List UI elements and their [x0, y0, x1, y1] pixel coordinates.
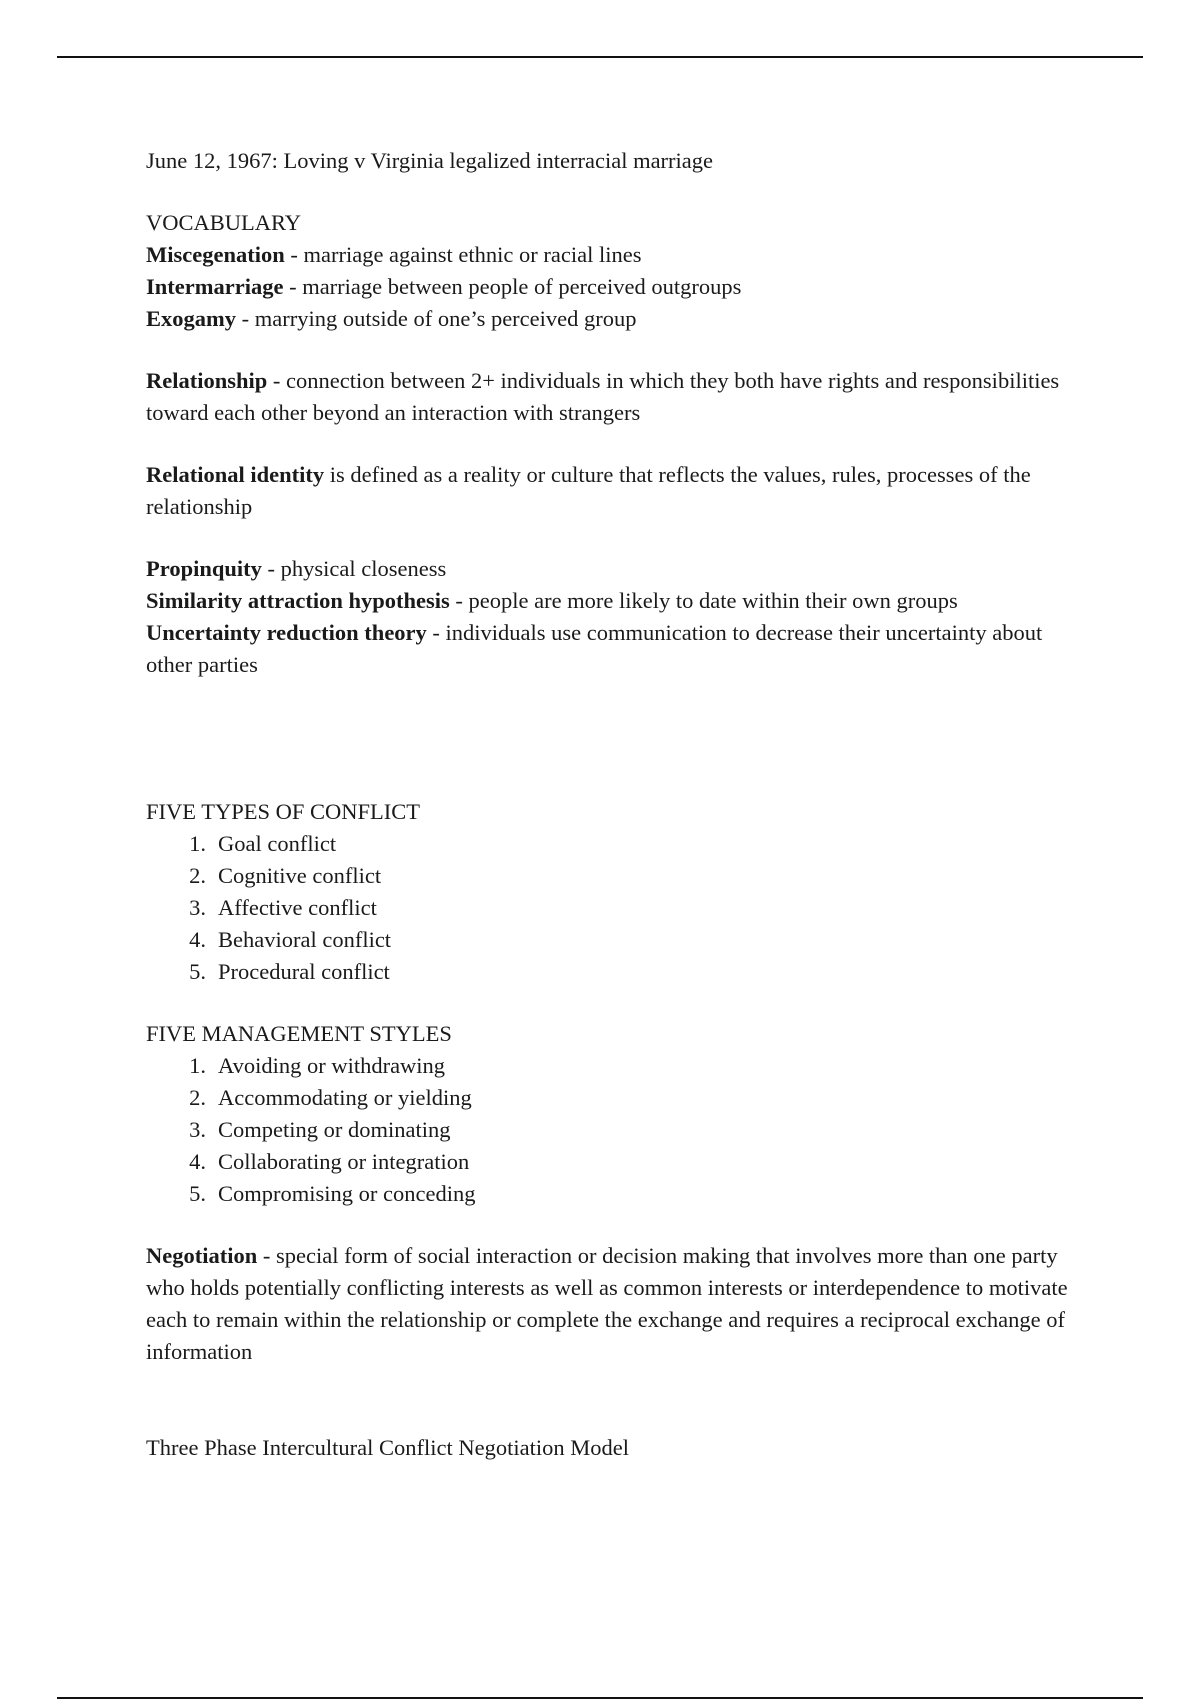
attraction-entry-propinquity — [146, 553, 1086, 585]
relational-identity-entry — [146, 459, 1086, 523]
list-number: 1. — [189, 1053, 206, 1078]
negotiation-term: Negotiation — [146, 1243, 258, 1268]
attraction-entry-similarity — [146, 585, 1086, 617]
intro-line: June 12, 1967: Loving v Virginia legalized interracial marriage — [146, 148, 714, 173]
vocab-definition: - marrying outside of one’s perceived group — [236, 306, 637, 331]
header-rule — [57, 56, 1143, 58]
spacer — [146, 429, 1086, 459]
relationship-definition: - connection between 2+ individuals in which they both have rights and responsibilities toward each other beyond an interaction with strangers — [146, 368, 1060, 425]
list-number: 3. — [189, 1117, 206, 1142]
spacer — [146, 988, 1086, 1018]
list-number: 2. — [189, 863, 206, 888]
vocab-entry-intermarriage — [146, 271, 1086, 303]
list-item — [146, 956, 1086, 988]
relational-identity-definition: is defined as a reality or culture that reflects the values, rules, processes of the relationship — [146, 462, 1031, 519]
list-text: Cognitive conflict — [218, 863, 382, 888]
relationship-entry — [146, 365, 1086, 429]
model-title: Three Phase Intercultural Conflict Negotiation Model — [146, 1435, 629, 1460]
attraction-definition: - people are more likely to date within their own groups — [449, 588, 958, 613]
attraction-term: Uncertainty reduction theory — [146, 620, 427, 645]
list-item — [146, 1114, 1086, 1146]
list-number: 5. — [189, 959, 206, 984]
spacer — [146, 523, 1086, 553]
list-text: Avoiding or withdrawing — [218, 1053, 446, 1078]
list-number: 2. — [189, 1085, 206, 1110]
vocab-term: Intermarriage — [146, 274, 284, 299]
negotiation-entry — [146, 1240, 1086, 1368]
list-text: Affective conflict — [218, 895, 377, 920]
spacer — [146, 1210, 1086, 1240]
list-item — [146, 892, 1086, 924]
attraction-entry-uncertainty — [146, 617, 1086, 681]
attraction-definition: - individuals use communication to decrease their uncertainty about other parties — [146, 620, 1043, 677]
conflict-types-heading: FIVE TYPES OF CONFLICT — [146, 799, 420, 824]
management-styles-heading: FIVE MANAGEMENT STYLES — [146, 1021, 452, 1046]
conflict-types-list — [146, 828, 1086, 988]
attraction-definition: - physical closeness — [261, 556, 447, 581]
negotiation-definition: - special form of social interaction or decision making that involves more than one party who holds potentially conflicting interests as well as common interests or interdependence to motivate each to remain within the relationship or complete the exchange and requires a reciprocal exchange of information — [146, 1243, 1068, 1364]
list-text: Procedural conflict — [218, 959, 390, 984]
spacer — [146, 681, 1086, 796]
list-text: Collaborating or integration — [218, 1149, 470, 1174]
management-styles-list — [146, 1050, 1086, 1210]
spacer — [146, 177, 1086, 207]
list-item — [146, 1082, 1086, 1114]
list-text: Goal conflict — [218, 831, 337, 856]
vocab-term: Miscegenation — [146, 242, 285, 267]
list-item — [146, 1050, 1086, 1082]
list-item — [146, 828, 1086, 860]
attraction-term: Propinquity — [146, 556, 262, 581]
list-number: 4. — [189, 927, 206, 952]
list-item — [146, 860, 1086, 892]
vocabulary-heading: VOCABULARY — [146, 210, 302, 235]
vocab-entry-miscegenation — [146, 239, 1086, 271]
footer-rule — [57, 1697, 1143, 1699]
vocab-definition: - marriage against ethnic or racial lines — [284, 242, 642, 267]
list-number: 5. — [189, 1181, 206, 1206]
attraction-term: Similarity attraction hypothesis — [146, 588, 450, 613]
list-text: Accommodating or yielding — [218, 1085, 472, 1110]
list-text: Behavioral conflict — [218, 927, 392, 952]
list-number: 3. — [189, 895, 206, 920]
list-text: Compromising or conceding — [218, 1181, 476, 1206]
vocab-term: Exogamy — [146, 306, 236, 331]
relational-identity-term: Relational identity — [146, 462, 325, 487]
document-body — [146, 145, 1086, 1464]
spacer — [146, 335, 1086, 365]
list-text: Competing or dominating — [218, 1117, 451, 1142]
relationship-term: Relationship — [146, 368, 268, 393]
list-number: 4. — [189, 1149, 206, 1174]
vocab-definition: - marriage between people of perceived outgroups — [283, 274, 742, 299]
vocab-entry-exogamy — [146, 303, 1086, 335]
list-item — [146, 924, 1086, 956]
spacer — [146, 1368, 1086, 1432]
list-item — [146, 1146, 1086, 1178]
list-number: 1. — [189, 831, 206, 856]
list-item — [146, 1178, 1086, 1210]
